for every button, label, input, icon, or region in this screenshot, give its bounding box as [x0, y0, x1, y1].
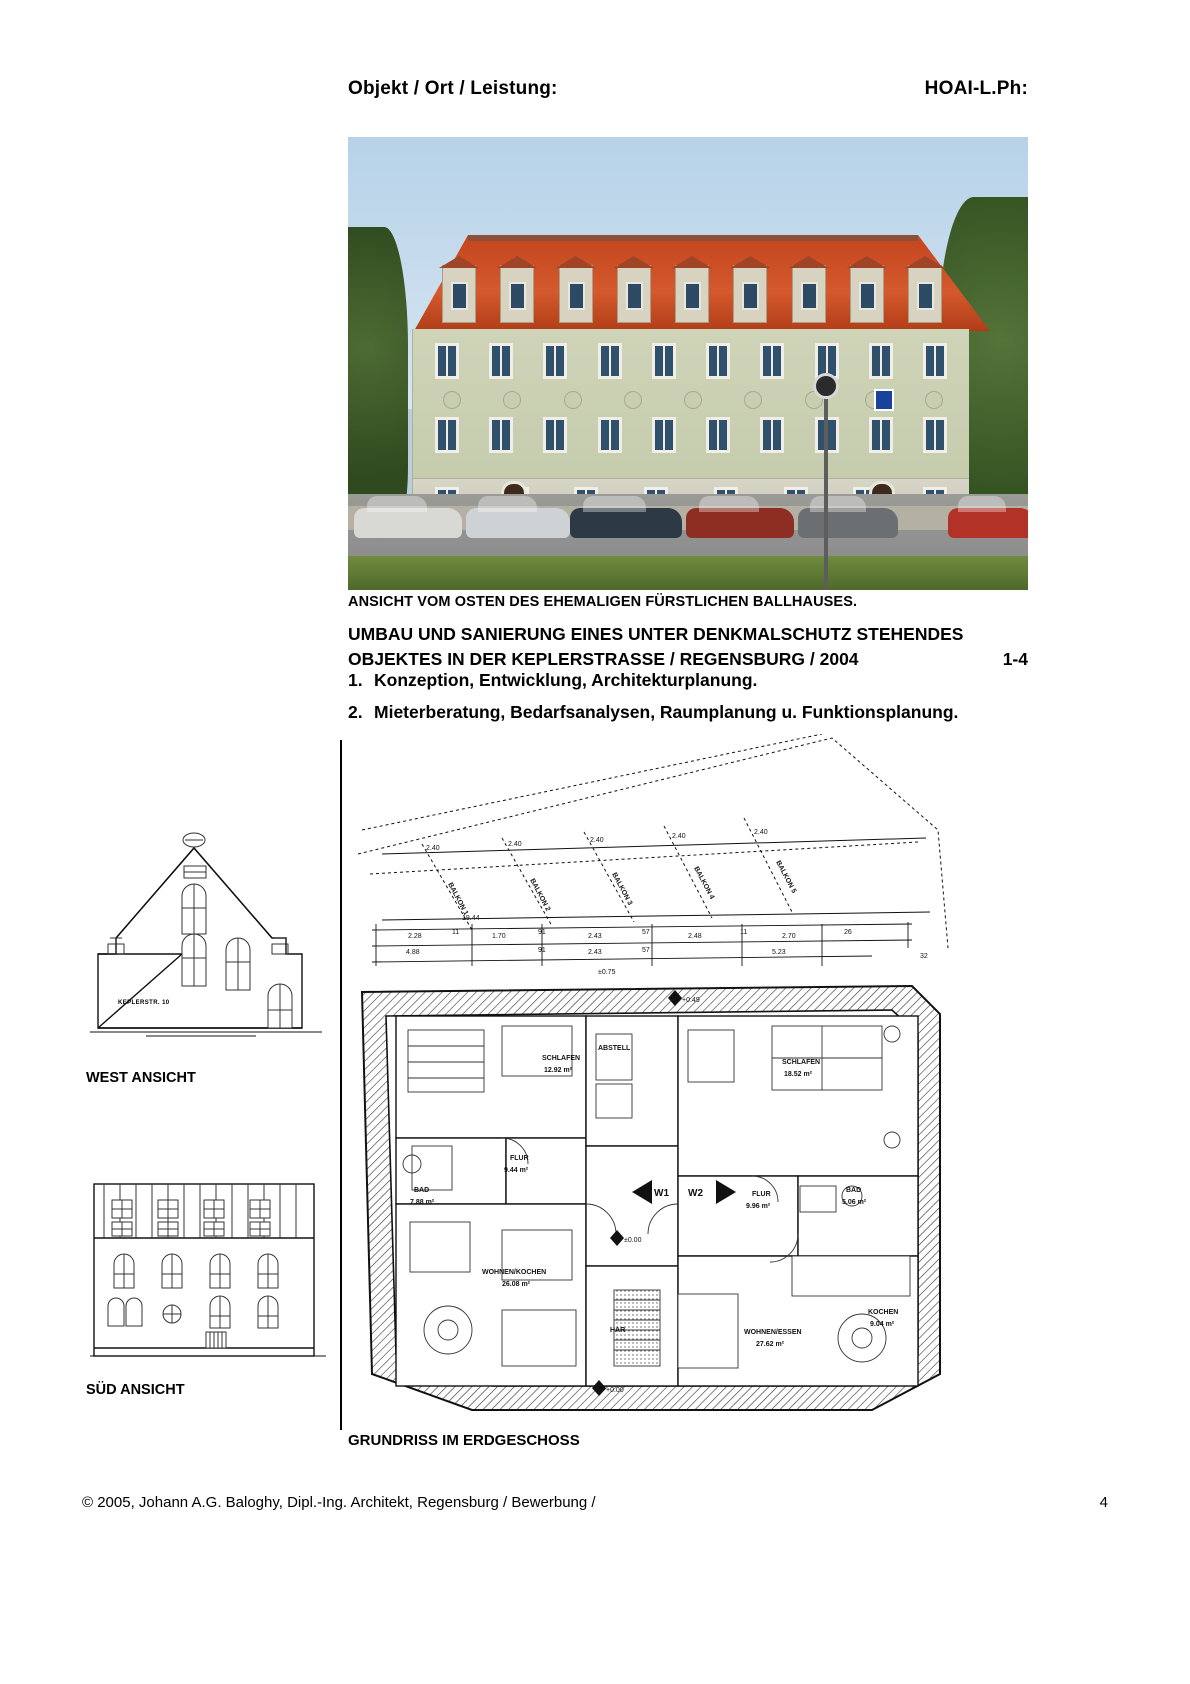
svg-text:BALKON 5: BALKON 5 — [774, 859, 798, 895]
svg-text:2.70: 2.70 — [782, 933, 796, 940]
window — [489, 417, 513, 453]
list-item — [348, 672, 1028, 690]
svg-text:9.04 m²: 9.04 m² — [870, 1321, 895, 1328]
svg-text:2.40: 2.40 — [754, 829, 768, 836]
list-item-text: Mieterberatung, Bedarfsanalysen, Raumplanung u. Funktionsplanung. — [374, 701, 959, 722]
svg-text:BALKON 3: BALKON 3 — [610, 871, 634, 907]
west-elevation-drawing — [86, 778, 332, 1046]
parked-car — [570, 508, 682, 538]
ornament-row — [443, 391, 943, 409]
svg-text:BALKON 1: BALKON 1 — [446, 881, 470, 917]
dormer-window — [509, 282, 526, 310]
svg-text:+0.00: +0.00 — [606, 1387, 624, 1394]
svg-text:±0.75: ±0.75 — [598, 969, 616, 976]
svg-text:W1: W1 — [654, 1188, 669, 1199]
list-item-text: Konzeption, Entwicklung, Architekturplanung. — [374, 670, 758, 690]
dormer-window — [859, 282, 876, 310]
document-footer — [82, 1494, 1108, 1511]
window — [923, 417, 947, 453]
grass-strip — [348, 556, 1028, 590]
svg-text:12.92 m²: 12.92 m² — [544, 1067, 573, 1074]
dormer — [442, 265, 476, 323]
svg-text:2.40: 2.40 — [426, 845, 440, 852]
svg-text:57: 57 — [642, 947, 650, 954]
svg-text:SCHLAFEN: SCHLAFEN — [782, 1059, 821, 1066]
ornament-medallion — [925, 391, 943, 409]
svg-text:HAR: HAR — [610, 1327, 626, 1334]
hoai-phase-value: 1-4 — [1002, 648, 1028, 669]
window — [706, 417, 730, 453]
window — [543, 417, 567, 453]
west-street-tag: KEPLERSTR. 10 — [118, 1000, 170, 1006]
svg-text:2.40: 2.40 — [508, 841, 522, 848]
svg-text:2.28: 2.28 — [408, 933, 422, 940]
svg-text:91: 91 — [538, 929, 546, 936]
svg-text:SCHLAFEN: SCHLAFEN — [542, 1055, 581, 1062]
dormer — [500, 265, 534, 323]
svg-text:18.52 m²: 18.52 m² — [784, 1071, 813, 1078]
dormer — [559, 265, 593, 323]
parked-car — [466, 508, 570, 538]
dormer — [908, 265, 942, 323]
svg-text:5.06 m²: 5.06 m² — [842, 1199, 867, 1206]
parked-car — [686, 508, 794, 538]
svg-text:2.48: 2.48 — [688, 933, 702, 940]
list-item — [348, 701, 1028, 722]
window — [598, 343, 622, 379]
dormer-window — [451, 282, 468, 310]
plan-caption: GRUNDRISS IM ERDGESCHOSS — [348, 1432, 580, 1449]
traffic-sign-icon — [813, 373, 839, 399]
vertical-divider — [340, 740, 342, 1430]
project-title-line2: OBJEKTES IN DER KEPLERSTRASSE / REGENSBURG / 2004 — [348, 648, 859, 669]
street-pole — [824, 373, 828, 590]
ornament-medallion — [744, 391, 762, 409]
svg-text:11: 11 — [740, 929, 748, 936]
svg-text:KOCHEN: KOCHEN — [868, 1309, 899, 1316]
window — [435, 343, 459, 379]
ornament-medallion — [564, 391, 582, 409]
document-header — [348, 78, 1028, 100]
window — [706, 343, 730, 379]
building-facade — [390, 235, 990, 535]
project-title — [348, 622, 1028, 672]
svg-text:WOHNEN/KOCHEN: WOHNEN/KOCHEN — [482, 1269, 547, 1276]
svg-text:27.62 m²: 27.62 m² — [756, 1341, 785, 1348]
list-item-number: 2. — [348, 701, 363, 722]
dormer-window — [568, 282, 585, 310]
dormer — [850, 265, 884, 323]
window — [869, 343, 893, 379]
svg-text:BALKON 4: BALKON 4 — [692, 865, 716, 901]
parked-car — [948, 508, 1028, 538]
window — [760, 343, 784, 379]
svg-text:2.40: 2.40 — [672, 833, 686, 840]
svg-text:9.44 m²: 9.44 m² — [504, 1167, 529, 1174]
svg-text:2.43: 2.43 — [588, 933, 602, 940]
dormer — [675, 265, 709, 323]
window — [652, 343, 676, 379]
header-hoai-label: HOAI-L.Ph: — [924, 78, 1028, 99]
svg-text:FLUR: FLUR — [510, 1155, 529, 1162]
svg-text:19.44: 19.44 — [462, 915, 480, 922]
dormer-window — [801, 282, 818, 310]
svg-text:BAD: BAD — [414, 1187, 430, 1194]
svg-text:BALKON 2: BALKON 2 — [528, 877, 552, 913]
svg-text:11: 11 — [452, 929, 460, 936]
svg-text:±0.00: ±0.00 — [624, 1237, 642, 1244]
svg-text:26: 26 — [844, 929, 852, 936]
ground-floor-plan-drawing — [352, 734, 1038, 1428]
svg-text:2.43: 2.43 — [588, 949, 602, 956]
window — [543, 343, 567, 379]
window — [923, 343, 947, 379]
window — [869, 417, 893, 453]
parked-car — [798, 508, 898, 538]
dormer-window — [626, 282, 643, 310]
dormer-window — [742, 282, 759, 310]
dormer-window — [917, 282, 934, 310]
ornament-medallion — [624, 391, 642, 409]
footer-copyright: © 2005, Johann A.G. Baloghy, Dipl.-Ing. Architekt, Regensburg / Bewerbung / — [82, 1494, 596, 1511]
photo-caption: ANSICHT VOM OSTEN DES EHEMALIGEN FÜRSTLICHEN BALLHAUSES. — [348, 594, 858, 610]
window-row-middle — [435, 417, 947, 453]
svg-text:9.96 m²: 9.96 m² — [746, 1203, 771, 1210]
ornament-medallion — [443, 391, 461, 409]
svg-text:26.08 m²: 26.08 m² — [502, 1281, 531, 1288]
building-photo — [348, 137, 1028, 590]
dormer — [617, 265, 651, 323]
dormer-row — [442, 265, 942, 327]
window — [598, 417, 622, 453]
svg-text:32: 32 — [920, 953, 928, 960]
svg-text:7.88 m²: 7.88 m² — [410, 1199, 435, 1206]
dormer — [733, 265, 767, 323]
svg-text:5.23: 5.23 — [772, 949, 786, 956]
dormer-window — [684, 282, 701, 310]
south-elevation-label: SÜD ANSICHT — [86, 1382, 185, 1398]
ornament-medallion — [684, 391, 702, 409]
svg-text:WOHNEN/ESSEN: WOHNEN/ESSEN — [744, 1329, 802, 1336]
roof-ridge — [468, 235, 918, 241]
svg-text:+0.49: +0.49 — [682, 997, 700, 1004]
svg-text:W2: W2 — [688, 1188, 703, 1199]
window — [760, 417, 784, 453]
svg-text:FLUR: FLUR — [752, 1191, 771, 1198]
svg-text:BAD: BAD — [846, 1187, 862, 1194]
window-row-upper — [435, 343, 947, 379]
svg-text:1.70: 1.70 — [492, 933, 506, 940]
footer-page-number: 4 — [1099, 1494, 1108, 1511]
services-list — [348, 672, 1028, 735]
window — [652, 417, 676, 453]
svg-text:4.88: 4.88 — [406, 949, 420, 956]
parked-car — [354, 508, 462, 538]
window — [489, 343, 513, 379]
svg-text:57: 57 — [642, 929, 650, 936]
south-elevation-drawing — [86, 1178, 332, 1364]
ornament-medallion — [503, 391, 521, 409]
dormer — [792, 265, 826, 323]
header-object-label: Objekt / Ort / Leistung: — [348, 78, 558, 99]
west-elevation-label: WEST ANSICHT — [86, 1070, 196, 1086]
svg-text:ABSTELL: ABSTELL — [598, 1045, 631, 1052]
parking-sign-icon — [874, 389, 894, 411]
svg-text:2.40: 2.40 — [590, 837, 604, 844]
project-title-line1: UMBAU UND SANIERUNG EINES UNTER DENKMALSCHUTZ STEHENDES — [348, 624, 964, 644]
window — [435, 417, 459, 453]
svg-text:91: 91 — [538, 947, 546, 954]
list-item-number: 1. — [348, 670, 363, 690]
